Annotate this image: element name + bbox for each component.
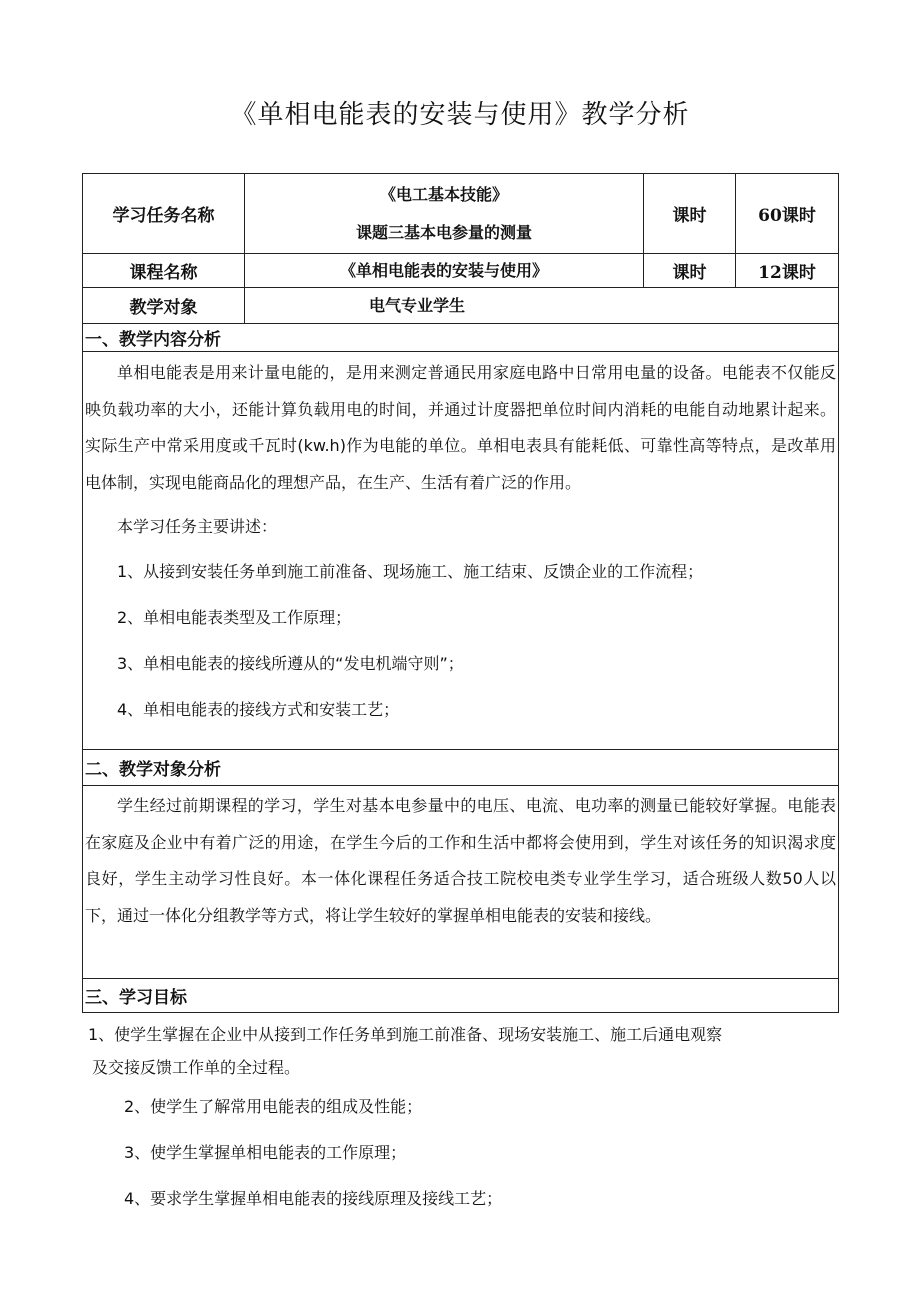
section1-heading-row bbox=[83, 324, 839, 352]
section3-heading-row bbox=[83, 979, 839, 1013]
audience-analysis-paragraph: 学生经过前期课程的学习，学生对基本电参量中的电压、电流、电功率的测量已能较好掌握。电能表在家庭及企业中有着广泛的用途，在学生今后的工作和生活中都将会使用到，学生对该任务的知识渴求度良好，学生主动学习性良好。本一体化课程任务适合技工院校电类专业学生学习，适合班级人数50人以下，通过一体化分组教学等方式，将让学生较好的掌握单相电能表的安装和接线。 bbox=[85, 796, 836, 925]
course-book-title: 《电工基本技能》 bbox=[379, 184, 508, 204]
goal-item: 2、使学生了解常用电能表的组成及性能； bbox=[124, 1097, 423, 1116]
task-name-row bbox=[83, 174, 839, 254]
task-name-label: 学习任务名称 bbox=[83, 174, 245, 254]
section1-body bbox=[83, 352, 839, 750]
hours-label-1: 课时 bbox=[644, 174, 736, 254]
course-name-value: 《单相电能表的安装与使用》 bbox=[245, 254, 644, 288]
audience-row bbox=[83, 288, 839, 324]
task-name-value bbox=[245, 174, 644, 254]
section2-body-row bbox=[83, 786, 839, 979]
section2-heading: 二、教学对象分析 bbox=[83, 750, 839, 786]
course-name-row bbox=[83, 254, 839, 288]
learning-goals bbox=[88, 1018, 828, 1222]
topic-title: 课题三基本电参量的测量 bbox=[355, 222, 532, 242]
analysis-table bbox=[82, 173, 839, 1013]
hours-value-1: 60课时 bbox=[736, 174, 839, 254]
goal-item: 4、要求学生掌握单相电能表的接线原理及接线工艺； bbox=[124, 1189, 503, 1208]
goal-item-1-continued: 及交接反馈工作单的全过程。 bbox=[92, 1058, 301, 1077]
list-item: 1、从接到安装任务单到施工前准备、现场施工、施工结束、反馈企业的工作流程； bbox=[117, 562, 704, 581]
goal-item-1: 1、使学生掌握在企业中从接到工作任务单到施工前准备、现场安装施工、施工后通电观察 bbox=[88, 1025, 723, 1044]
audience-label: 教学对象 bbox=[83, 288, 245, 324]
content-analysis-paragraph: 单相电能表是用来计量电能的，是用来测定普通民用家庭电路中日常用电量的设备。电能表不仅能反映负载功率的大小，还能计算负载用电的时间，并通过计度器把单位时间内消耗的电能自动地累计起来。实际生产中常采用度或千瓦时(kw.h)作为电能的单位。单相电表具有能耗低、可靠性高等特点，是改革用电体制，实现电能商品化的理想产品，在生产、生活有着广泛的作用。 bbox=[85, 363, 836, 492]
hours-label-2: 课时 bbox=[644, 254, 736, 288]
list-item: 4、单相电能表的接线方式和安装工艺； bbox=[117, 700, 400, 719]
goal-item: 3、使学生掌握单相电能表的工作原理； bbox=[124, 1143, 407, 1162]
list-item: 3、单相电能表的接线所遵从的“发电机端守则”； bbox=[117, 654, 464, 673]
course-name-label: 课程名称 bbox=[83, 254, 245, 288]
section1-heading: 一、教学内容分析 bbox=[83, 324, 839, 352]
hours-value-2: 12课时 bbox=[736, 254, 839, 288]
list-intro: 本学习任务主要讲述： bbox=[117, 517, 278, 536]
section2-heading-row bbox=[83, 750, 839, 786]
section2-body bbox=[83, 786, 839, 979]
section1-body-row bbox=[83, 352, 839, 750]
section3-heading: 三、学习目标 bbox=[83, 979, 839, 1013]
audience-value: 电气专业学生 bbox=[245, 288, 839, 324]
document-title: 《单相电能表的安装与使用》教学分析 bbox=[230, 100, 690, 130]
list-item: 2、单相电能表类型及工作原理； bbox=[117, 608, 352, 627]
